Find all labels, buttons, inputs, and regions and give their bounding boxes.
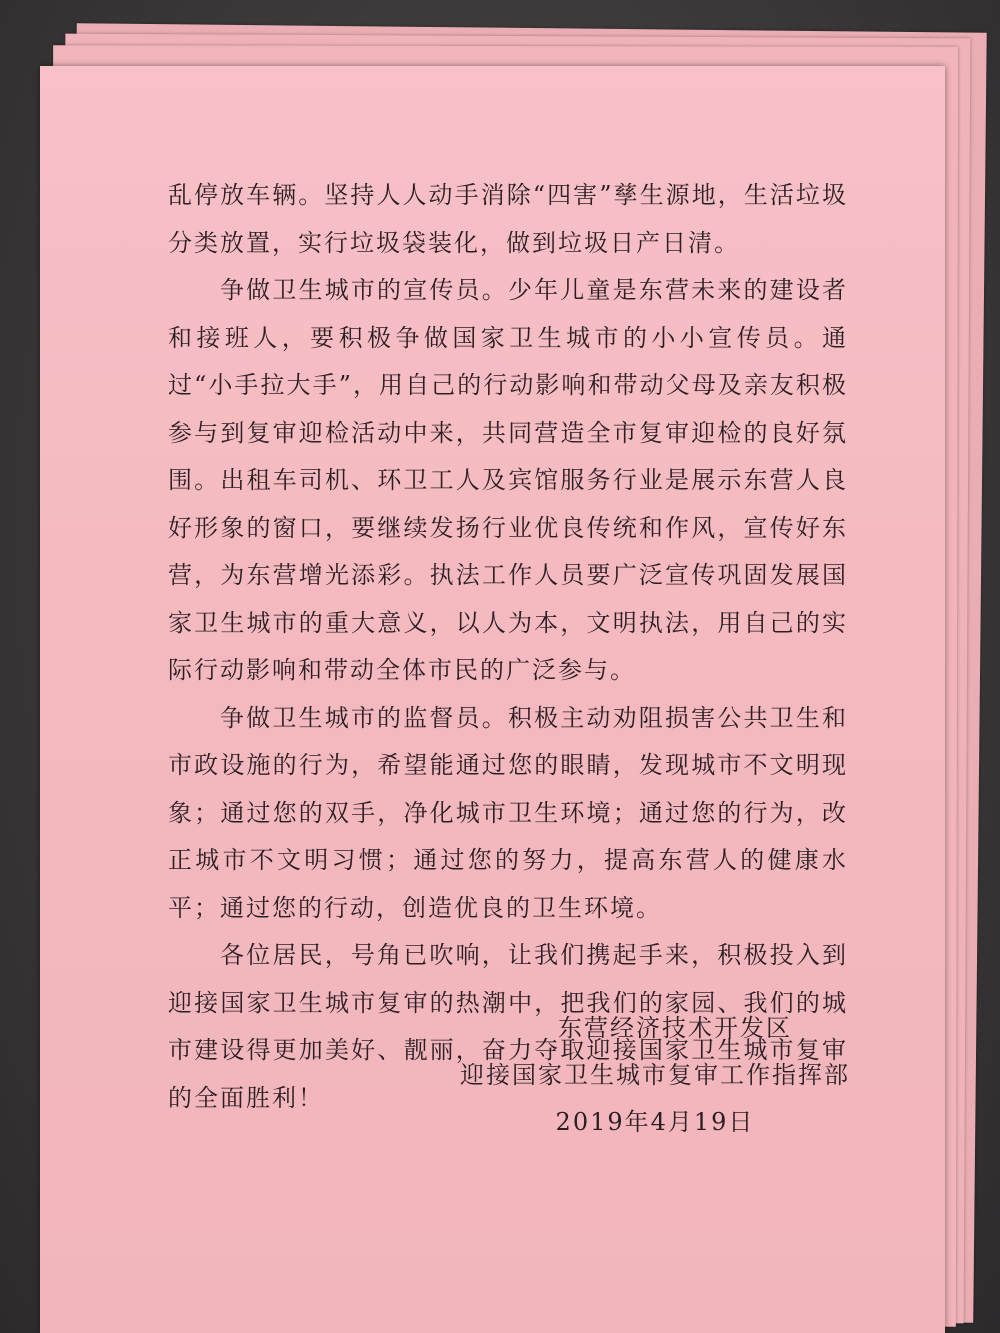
signature-department: 迎接国家卫生城市复审工作指挥部 (460, 1061, 850, 1089)
signature-date: 2019年4月19日 (555, 1108, 755, 1136)
paragraph-closing-call: 各位居民，号角已吹响，让我们携起手来，积极投入到迎接国家卫生城市复审的热潮中，把我们的家园、我们的城市建设得更加美好、靓丽，奋力夺取迎接国家卫生城市复审的全面胜利！ (168, 941, 848, 1112)
paragraph-supervisor: 争做卫生城市的监督员。积极主动劝阻损害公共卫生和市政设施的行为，希望能通过您的眼睛，发现城市不文明现象；通过您的双手，净化城市卫生环境；通过您的行为，改正城市不文明习惯；通过您的努力，提高东营人的健康水平；通过您的行动，创造优良的卫生环境。 (168, 703, 848, 922)
paragraph-1: 乱停放车辆。坚持人人动手消除“四害”孳生源地，生活垃圾分类放置，实行垃圾袋装化，做到垃圾日产日清。 (168, 181, 848, 257)
paragraph-propagandist: 争做卫生城市的宣传员。少年儿童是东营未来的建设者和接班人，要积极争做国家卫生城市的小小宣传员。通过“小手拉大手”，用自己的行动影响和带动父母及亲友积极参与到复审迎检活动中来，共同营造全市复审迎检的良好氛围。出租车司机、环卫工人及宾馆服务行业是展示东营人良好形象的窗口，要继续发扬行业优良传统和作风，宣传好东营，为东营增光添彩。执法工作人员要广泛宣传巩固发展国家卫生城市的重大意义，以人为本，文明执法，用自己的实际行动影响和带动全体市民的广泛参与。 (168, 276, 848, 684)
signature-block (460, 1005, 850, 1146)
document-body (168, 172, 848, 1122)
signature-org: 东营经济技术开发区 (558, 1014, 792, 1042)
